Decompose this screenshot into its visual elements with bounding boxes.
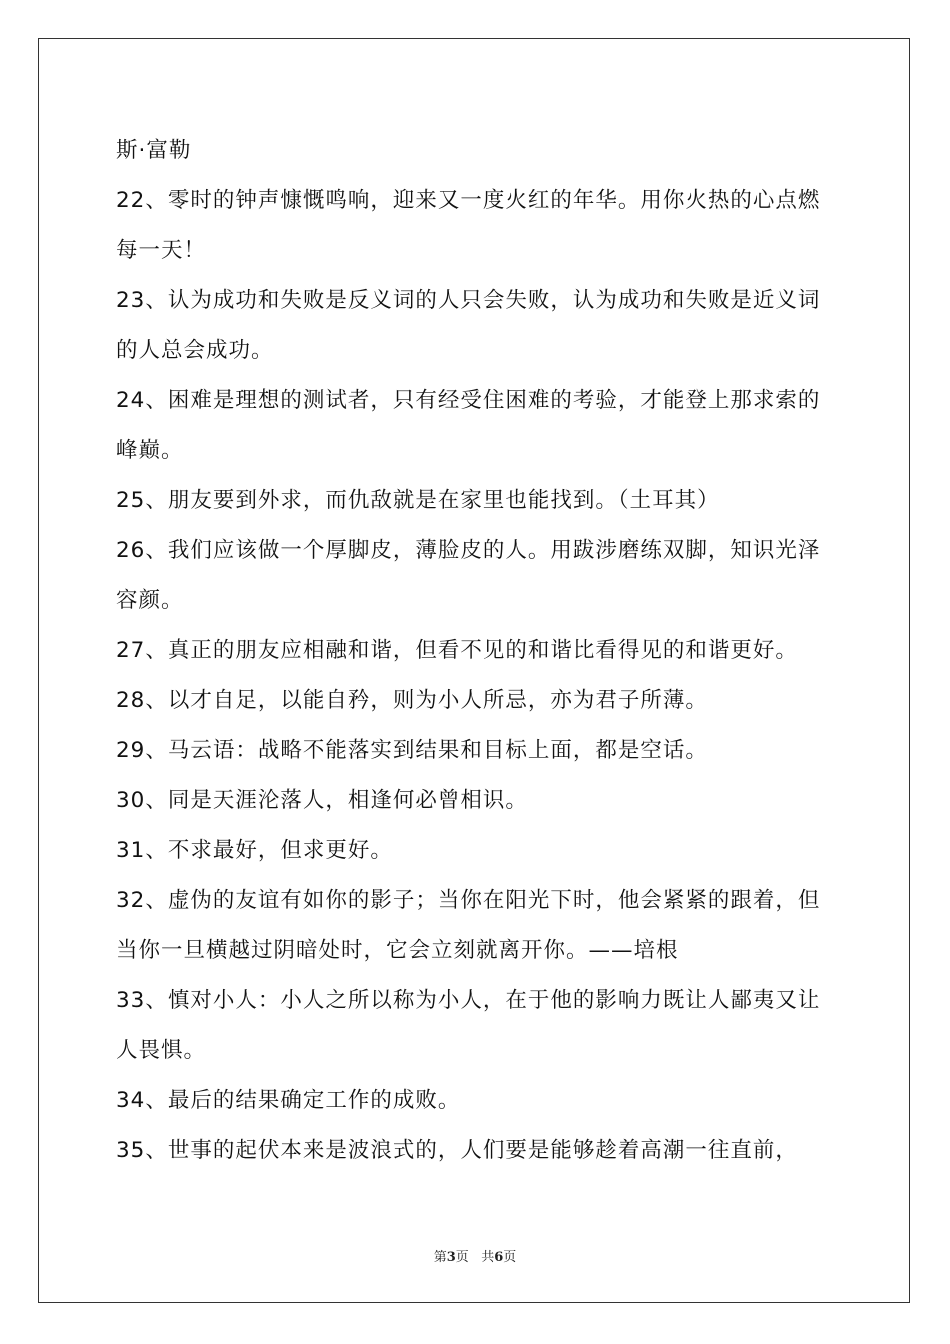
- paragraph: 31、不求最好，但求更好。: [116, 838, 393, 863]
- paragraph: 23、认为成功和失败是反义词的人只会失败，认为成功和失败是近义词的人总会成功。: [116, 288, 821, 363]
- paragraph: 22、零时的钟声慷慨鸣响，迎来又一度火红的年华。用你火热的心点燃每一天！: [116, 188, 821, 263]
- page-number: 3: [446, 1250, 456, 1265]
- total-suffix: 页: [503, 1250, 517, 1265]
- paragraph: 28、以才自足，以能自矜，则为小人所忌，亦为君子所薄。: [116, 688, 708, 713]
- paragraph: 27、真正的朋友应相融和谐，但看不见的和谐比看得见的和谐更好。: [116, 638, 798, 663]
- paragraph: 30、同是天涯沦落人，相逢何必曾相识。: [116, 788, 528, 813]
- paragraph: 斯·富勒: [116, 138, 192, 163]
- paragraph: 26、我们应该做一个厚脚皮，薄脸皮的人。用跋涉磨练双脚，知识光泽容颜。: [116, 538, 821, 613]
- paragraph: 35、世事的起伏本来是波浪式的，人们要是能够趁着高潮一往直前，: [116, 1138, 798, 1163]
- paragraph: 24、困难是理想的测试者，只有经受住困难的考验，才能登上那求索的峰巅。: [116, 388, 821, 463]
- document-body: [116, 126, 836, 1176]
- paragraph: 29、马云语：战略不能落实到结果和目标上面，都是空话。: [116, 738, 708, 763]
- paragraph: 25、朋友要到外求，而仇敌就是在家里也能找到。（土耳其）: [116, 488, 720, 513]
- paragraph: 32、虚伪的友谊有如你的影子；当你在阳光下时，他会紧紧的跟着，但当你一旦横越过阴暗处时，它会立刻就离开你。——培根: [116, 888, 821, 963]
- total-pages: 6: [494, 1250, 504, 1265]
- page-prefix: 第: [433, 1250, 447, 1265]
- total-prefix: 共: [481, 1250, 495, 1265]
- paragraph: 34、最后的结果确定工作的成败。: [116, 1088, 461, 1113]
- page-footer: [0, 1246, 950, 1265]
- page-suffix: 页: [455, 1250, 469, 1265]
- paragraph: 33、慎对小人：小人之所以称为小人，在于他的影响力既让人鄙夷又让人畏惧。: [116, 988, 821, 1063]
